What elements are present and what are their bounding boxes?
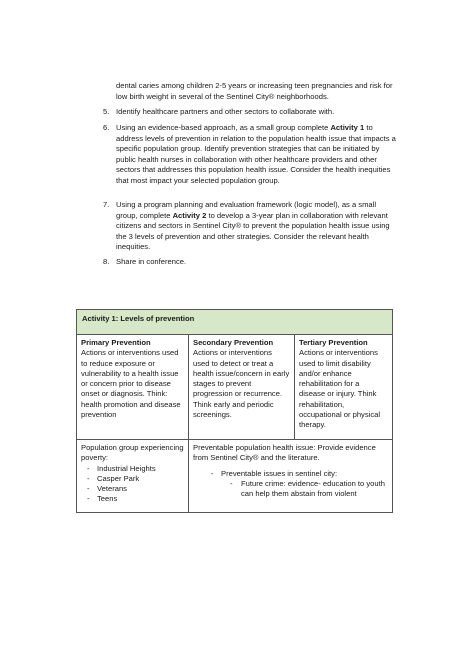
list-item-text: Identify healthcare partners and other sectors to collaborate with. xyxy=(116,107,335,116)
list-item-text-post: to develop a 3-year plan in collaboration with relevant citizens and sectors in Sentinel City® to prevent the population health issue using the 3 levels of prevention and other strategies. Consider the relevant health inequities. xyxy=(116,210,390,251)
list-item-text-post: to address levels of prevention in relation to the population health issue that impacts a specific population group. Identify prevention strategies that can be initiated by public health nurses in collaboration with other healthcare providers and other sectors that addresses this population health issue. Consider the health inequities that most impact your selected population group. xyxy=(116,123,396,185)
list-item: - Future crime: evidence- education to youth can help them abstain from violent xyxy=(193,479,386,500)
list-item: - Veterans xyxy=(81,484,184,494)
list-item-text: Share in conference. xyxy=(116,257,187,266)
list-number: 5. xyxy=(103,107,110,116)
population-group-label: Population group experiencing poverty: xyxy=(81,443,184,463)
list-item: - Industrial Heights xyxy=(81,464,184,474)
list-item-7 xyxy=(103,200,398,253)
list-item-text-pre: Using an evidence-based approach, as a small group complete xyxy=(116,123,331,132)
activity-1-reference: Activity 1 xyxy=(330,123,365,132)
column-heading: Tertiary Prevention xyxy=(299,338,368,347)
list-item: - Casper Park xyxy=(81,474,184,484)
list-number: 8. xyxy=(103,257,110,266)
issues-sublist xyxy=(193,479,386,500)
health-issue-cell xyxy=(189,440,390,512)
activity-2-reference: Activity 2 xyxy=(172,210,207,220)
population-group-cell xyxy=(77,440,189,512)
list-number: 6. xyxy=(103,123,110,132)
tertiary-prevention-cell xyxy=(295,335,390,439)
list-item-text-pre: Using a program planning and evaluation framework (logic model), as a small group, complete xyxy=(116,200,377,220)
list-item-8 xyxy=(103,257,398,268)
list-item-6 xyxy=(103,123,398,186)
list-item-5 xyxy=(103,107,398,118)
primary-prevention-cell xyxy=(77,335,189,439)
table-title: Activity 1: Levels of prevention xyxy=(77,310,392,335)
column-heading: Primary Prevention xyxy=(81,338,151,347)
list-item: - Teens xyxy=(81,494,184,504)
column-heading: Secondary Prevention xyxy=(193,338,274,347)
column-body: Actions or interventions used to detect or treat a health issue/concern in early stages to prevent progression or recurrence. Think early and periodic screenings. xyxy=(193,348,290,420)
list-number: 7. xyxy=(103,200,110,209)
table-row-prevention-levels xyxy=(77,335,392,439)
prevention-table xyxy=(76,309,393,513)
list-continuation: dental caries among children 2-5 years or increasing teen pregnancies and risk for low birth weight in several of the Sentinel City® neighborhoods. xyxy=(116,81,393,101)
population-group-list xyxy=(81,464,184,505)
health-issue-label: Preventable population health issue: Provide evidence from Sentinel City® and the literature. xyxy=(193,443,376,463)
column-body: Actions or interventions used to reduce exposure or vulnerability to a health issue or concern prior to disease onset or diagnosis. Think: health promotion and disease prevention xyxy=(81,348,181,420)
table-row-population xyxy=(77,439,392,512)
column-body: Actions or interventions used to limit disability and/or enhance rehabilitation for a disease or injury. Think rehabilitation, occupational or physical therapy. xyxy=(299,348,381,430)
issues-list xyxy=(193,469,386,479)
secondary-prevention-cell xyxy=(189,335,295,439)
list-item: - Preventable issues in sentinel city: xyxy=(193,469,386,479)
